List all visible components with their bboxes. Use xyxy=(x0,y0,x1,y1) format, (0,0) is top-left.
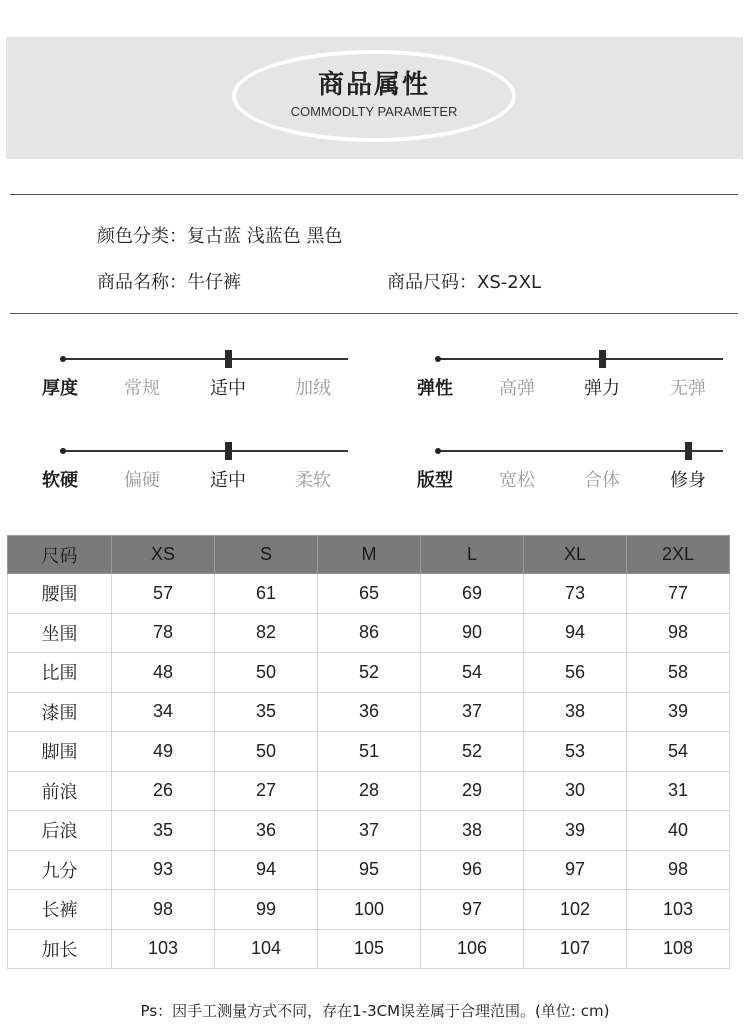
slider-track xyxy=(62,358,348,360)
measure-cell: 50 xyxy=(215,732,318,772)
table-row xyxy=(8,771,730,811)
slider-track xyxy=(437,450,723,452)
measure-cell: 58 xyxy=(627,653,730,693)
measure-cell: 97 xyxy=(421,890,524,930)
measure-cell: 52 xyxy=(318,653,421,693)
measure-cell: 94 xyxy=(524,613,627,653)
measure-cell: 34 xyxy=(112,692,215,732)
measure-cell: 108 xyxy=(627,929,730,969)
measure-cell: 48 xyxy=(112,653,215,693)
row-label-cell: 腰围 xyxy=(8,574,112,614)
size-info xyxy=(387,268,541,294)
attribute-option: 适中 xyxy=(210,470,246,491)
measure-cell: 93 xyxy=(112,850,215,890)
footnote: Ps：因手工测量方式不同，存在1-3CM误差属于合理范围。(单位: cm) xyxy=(140,1002,610,1020)
row-label-cell: 九分 xyxy=(8,850,112,890)
slider-thumb xyxy=(685,442,692,460)
header-cell-size: XS xyxy=(112,536,215,574)
measure-cell: 31 xyxy=(627,771,730,811)
slider-start-dot xyxy=(60,356,66,362)
table-row xyxy=(8,890,730,930)
measure-cell: 51 xyxy=(318,732,421,772)
measure-cell: 29 xyxy=(421,771,524,811)
name-info xyxy=(97,268,241,294)
attribute-label: 弹性 xyxy=(417,378,453,399)
size-value: XS-2XL xyxy=(477,272,542,293)
measure-cell: 103 xyxy=(112,929,215,969)
attribute-option: 柔软 xyxy=(295,470,331,491)
table-body xyxy=(8,574,730,969)
slider-start-dot xyxy=(435,356,441,362)
measure-cell: 54 xyxy=(421,653,524,693)
measure-cell: 61 xyxy=(215,574,318,614)
slider-track xyxy=(437,358,723,360)
slider-thumb xyxy=(225,350,232,368)
row-label-cell: 脚围 xyxy=(8,732,112,772)
attribute-option: 合体 xyxy=(584,470,620,491)
row-label-cell: 加长 xyxy=(8,929,112,969)
header-cell-size: M xyxy=(318,536,421,574)
size-label: 商品尺码： xyxy=(387,272,477,293)
attribute-label: 版型 xyxy=(417,470,453,491)
table-header-row xyxy=(8,536,730,574)
attribute-label: 厚度 xyxy=(42,378,78,399)
measure-cell: 104 xyxy=(215,929,318,969)
table-row xyxy=(8,613,730,653)
measure-cell: 94 xyxy=(215,850,318,890)
attribute-option: 偏硬 xyxy=(124,470,160,491)
row-label-cell: 漆围 xyxy=(8,692,112,732)
table-row xyxy=(8,574,730,614)
table-row xyxy=(8,811,730,851)
measure-cell: 103 xyxy=(627,890,730,930)
attribute-option: 无弹 xyxy=(670,378,706,399)
measure-cell: 35 xyxy=(215,692,318,732)
measure-cell: 57 xyxy=(112,574,215,614)
measure-cell: 98 xyxy=(112,890,215,930)
size-table xyxy=(7,535,730,969)
measure-cell: 97 xyxy=(524,850,627,890)
attribute-option: 高弹 xyxy=(499,378,535,399)
attribute-option: 常规 xyxy=(124,378,160,399)
measure-cell: 98 xyxy=(627,613,730,653)
measure-cell: 99 xyxy=(215,890,318,930)
attribute-label: 软硬 xyxy=(42,470,78,491)
row-label-cell: 比围 xyxy=(8,653,112,693)
measure-cell: 96 xyxy=(421,850,524,890)
table-row xyxy=(8,732,730,772)
header-cell-size: L xyxy=(421,536,524,574)
measure-cell: 50 xyxy=(215,653,318,693)
measure-cell: 54 xyxy=(627,732,730,772)
measure-cell: 86 xyxy=(318,613,421,653)
header-cell-size: 2XL xyxy=(627,536,730,574)
slider-thumb xyxy=(599,350,606,368)
color-value: 复古蓝 浅蓝色 黑色 xyxy=(187,226,343,247)
measure-cell: 28 xyxy=(318,771,421,811)
table-row xyxy=(8,692,730,732)
measure-cell: 38 xyxy=(421,811,524,851)
slider-start-dot xyxy=(435,448,441,454)
measure-cell: 36 xyxy=(318,692,421,732)
measure-cell: 26 xyxy=(112,771,215,811)
measure-cell: 36 xyxy=(215,811,318,851)
measure-cell: 90 xyxy=(421,613,524,653)
measure-cell: 38 xyxy=(524,692,627,732)
header-cell-size: S xyxy=(215,536,318,574)
slider-track xyxy=(62,450,348,452)
attribute-option: 加绒 xyxy=(295,378,331,399)
table-row xyxy=(8,850,730,890)
slider-thumb xyxy=(225,442,232,460)
measure-cell: 73 xyxy=(524,574,627,614)
row-label-cell: 长裤 xyxy=(8,890,112,930)
measure-cell: 49 xyxy=(112,732,215,772)
measure-cell: 39 xyxy=(524,811,627,851)
measure-cell: 35 xyxy=(112,811,215,851)
row-label-cell: 坐围 xyxy=(8,613,112,653)
attribute-option: 宽松 xyxy=(499,470,535,491)
divider-bottom xyxy=(10,313,738,314)
measure-cell: 107 xyxy=(524,929,627,969)
table-row xyxy=(8,653,730,693)
measure-cell: 37 xyxy=(421,692,524,732)
measure-cell: 39 xyxy=(627,692,730,732)
measure-cell: 56 xyxy=(524,653,627,693)
measure-cell: 40 xyxy=(627,811,730,851)
measure-cell: 53 xyxy=(524,732,627,772)
header-cell-label: 尺码 xyxy=(8,536,112,574)
table-row xyxy=(8,929,730,969)
attribute-option: 弹力 xyxy=(584,378,620,399)
measure-cell: 78 xyxy=(112,613,215,653)
measure-cell: 102 xyxy=(524,890,627,930)
measure-cell: 95 xyxy=(318,850,421,890)
measure-cell: 105 xyxy=(318,929,421,969)
measure-cell: 98 xyxy=(627,850,730,890)
measure-cell: 77 xyxy=(627,574,730,614)
page-title: 商品属性 xyxy=(317,70,430,100)
attribute-option: 适中 xyxy=(210,378,246,399)
color-label: 颜色分类： xyxy=(97,226,187,247)
row-label-cell: 后浪 xyxy=(8,811,112,851)
attribute-option: 修身 xyxy=(670,470,706,491)
measure-cell: 27 xyxy=(215,771,318,811)
header-cell-size: XL xyxy=(524,536,627,574)
name-value: 牛仔裤 xyxy=(187,272,241,293)
measure-cell: 82 xyxy=(215,613,318,653)
measure-cell: 52 xyxy=(421,732,524,772)
measure-cell: 106 xyxy=(421,929,524,969)
measure-cell: 100 xyxy=(318,890,421,930)
slider-start-dot xyxy=(60,448,66,454)
measure-cell: 69 xyxy=(421,574,524,614)
divider-top xyxy=(10,194,738,195)
page-subtitle: COMMODLTY PARAMETER xyxy=(290,104,458,119)
name-label: 商品名称： xyxy=(97,272,187,293)
measure-cell: 37 xyxy=(318,811,421,851)
measure-cell: 65 xyxy=(318,574,421,614)
color-info xyxy=(97,222,342,248)
row-label-cell: 前浪 xyxy=(8,771,112,811)
measure-cell: 30 xyxy=(524,771,627,811)
